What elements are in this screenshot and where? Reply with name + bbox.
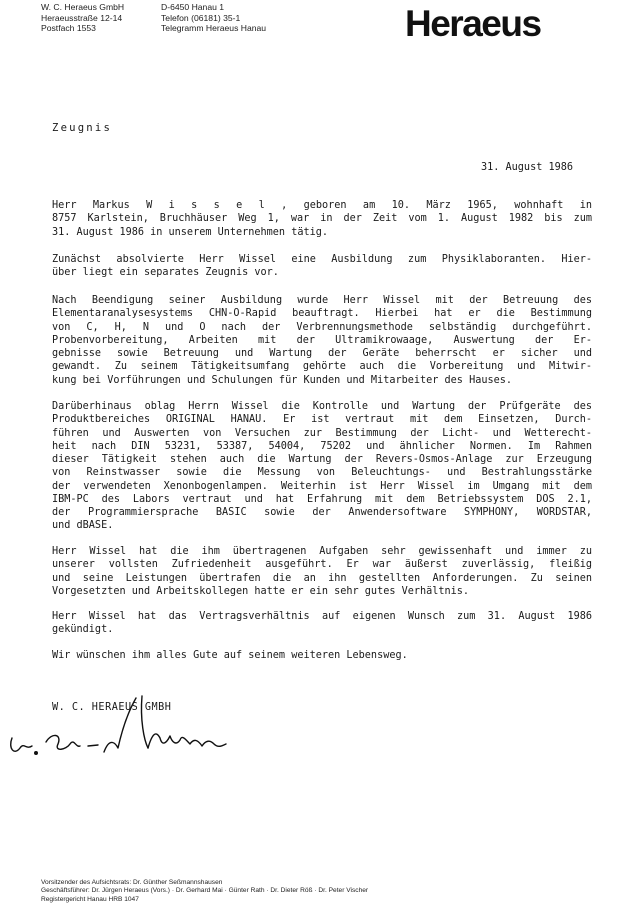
text-line: dieser Tätigkeit stehen auch die Wartung der Revers-Osmos-Anlage zur Erzeugung	[52, 454, 592, 465]
text-line: kung bei Vorführungen und Schulungen für Kunden und Mitarbeiter des Hauses.	[52, 374, 513, 386]
signature-company: W. C. HERAEUS GMBH	[52, 702, 172, 713]
footer-supervisory-board: Vorsitzender des Aufsichtsrats: Dr. Günther Seßmannshausen	[41, 879, 223, 886]
letterhead-contact	[161, 2, 266, 34]
document-date: 31. August 1986	[481, 162, 574, 173]
text-line: Zunächst absolvierte Herr Wissel eine Ausbildung zum Physiklaboranten. Hier-	[52, 254, 592, 265]
handwritten-signature	[4, 690, 254, 770]
text-line: Produktbereiches ORIGINAL HANAU. Er ist vertraut mit dem Einsetzen, Durch-	[52, 414, 592, 426]
text-line: 31. August 1986 in unserem Unternehmen tätig.	[52, 226, 329, 238]
postal-code-city: D-6450 Hanau 1	[161, 2, 225, 12]
paragraph-personal-details	[52, 199, 592, 239]
company-name: W. C. Heraeus GmbH	[41, 2, 125, 12]
text-line: über liegt ein separates Zeugnis vor.	[52, 267, 279, 279]
text-line: Herr Wissel hat die ihm übertragenen Aufgaben sehr gewissenhaft und immer zu	[52, 546, 592, 557]
text-line: von Reinstwasser sowie die Messung von Beleuchtungs- und Bestrahlungsstärke	[52, 467, 592, 479]
text-line: von C, H, N und O nach der Verbrennungsmethode selbständig durchgeführt.	[52, 321, 592, 333]
footer-register: Registergericht Hanau HRB 1047	[41, 895, 139, 903]
po-box: Postfach 1553	[41, 23, 96, 34]
text-line: gebnisse sowie Betreuung und Wartung der Geräte beherrscht er sicher und	[52, 348, 592, 359]
telegram: Telegramm Heraeus Hanau	[161, 23, 267, 34]
paragraph-termination	[52, 610, 592, 637]
text-line: Herr Wissel hat das Vertragsverhältnis auf eigenen Wunsch zum 31. August 1986	[52, 611, 592, 622]
text-line: gekündigt.	[52, 624, 114, 636]
legal-footer	[41, 879, 368, 904]
text-line: gewandt. Zu seinem Tätigkeitsumfang gehörte auch die Vorbereitung und Mitwir-	[52, 361, 592, 373]
text-line: Nach Beendigung seiner Ausbildung wurde Herr Wissel mit der Betreuung des	[52, 295, 592, 306]
text-line: Probenvorbereitung, Arbeiten mit der Ultramikrowaage, Auswertung der Er-	[52, 334, 592, 346]
paragraph-elemental-analysis	[52, 294, 592, 387]
text-line: der Programmiersprache BASIC sowie der Anwendersoftware SYMPHONY, WORDSTAR,	[52, 507, 592, 518]
text-line: IBM-PC des Labors vertraut und hat Erfahrung mit dem Betriebssystem DOS 2.1,	[52, 493, 592, 505]
footer-management: Geschäftsführer: Dr. Jürgen Heraeus (Vors.) · Dr. Gerhard Mai · Günter Rath · Dr. Dieter Röß · Dr. Peter Vischer	[41, 887, 369, 895]
telephone: Telefon (06181) 35-1	[161, 12, 241, 23]
street-address: Heraeusstraße 12-14	[41, 12, 123, 23]
text-line: Wir wünschen ihm alles Gute auf seinem weiteren Lebensweg.	[52, 650, 408, 661]
text-line: und seine Leistungen übertrafen die an ihn gestellten Anforderungen. Zu seinen	[52, 572, 592, 584]
paragraph-performance	[52, 545, 592, 598]
text-line: heit nach DIN 53231, 53387, 54004, 75202 und ähnlicher Normen. Im Rahmen	[52, 440, 592, 452]
letterhead-address	[41, 2, 124, 34]
text-line: 8757 Karlstein, Bruchhäuser Weg 1, war in der Zeit vom 1. August 1982 bis zum	[52, 213, 592, 225]
text-line: und dBASE.	[52, 520, 114, 532]
document-title: Zeugnis	[52, 122, 113, 134]
heraeus-logo: Heraeus	[405, 3, 541, 44]
text-line: der verwendeten Xenonbogenlampen. Weiterhin ist Herr Wissel im Umgang mit dem	[52, 480, 592, 492]
text-line: Elementaranalysesystems CHN-O-Rapid beauftragt. Hierbei hat er die Bestimmung	[52, 308, 592, 320]
text-line: unserer vollsten Zufriedenheit ausgeführt. Er war äußerst zuverlässig, fleißig	[52, 559, 592, 571]
paragraph-testing-equipment	[52, 400, 592, 533]
paragraph-closing	[52, 649, 592, 662]
paragraph-training	[52, 253, 592, 280]
text-line: führen und Auswerten von Versuchen zur Bestimmung der Licht- und Wetterecht-	[52, 427, 592, 439]
text-line: Herr Markus W i s s e l , geboren am 10. März 1965, wohnhaft in	[52, 200, 592, 211]
text-line: Darüberhinaus oblag Herrn Wissel die Kontrolle und Wartung der Prüfgeräte des	[52, 401, 592, 412]
text-line: Vorgesetzten und Arbeitskollegen hatte er ein sehr gutes Verhältnis.	[52, 585, 470, 597]
